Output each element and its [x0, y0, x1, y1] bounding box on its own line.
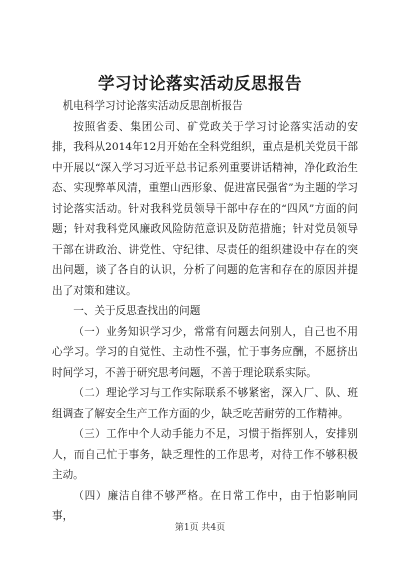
paragraph-intro: 按照省委、集团公司、矿党政关于学习讨论落实活动的安排，我科从2014年12月开始在全科党组织，重点是机关党员干部中开展以“深入学习习近平总书记系列重要讲话精神，净化政治生态、实现弊革风清，重塑山西形象、促进富民强省”为主题的学习讨论落实活动。针对我科党员领导干部中存在的“四风”方面的问题；针对我科党风廉政风险防范意识及防范措施；针对党员领导干部在讲政治、讲党性、守纪律、尽责任的组织建设中存在的突出问题，谈了各自的认识，分析了问题的危害和存在的原因并提出了对策和建议。	[52, 120, 358, 297]
page-title: 学习讨论落实活动反思报告	[98, 74, 302, 94]
paragraph-item-1: （一）业务知识学习少，常常有问题去问别人，自己也不用心学习。学习的自觉性、主动性不强，忙于事务应酬，不愿挤出时间学习，不善于研究思考问题，不善于理论联系实际。	[52, 325, 358, 379]
section-heading: 一、关于反思查找出的问题	[73, 305, 201, 317]
document-subtitle: 机电科学习讨论落实活动反思剖析报告	[62, 100, 243, 112]
page-number: 第1页 共4页	[174, 523, 226, 533]
paragraph-item-3: （三）工作中个人动手能力不足，习惯于指挥别人，安排别人，而自己忙于事务，缺乏理性的工作思考，对待工作不够积极主动。	[52, 428, 358, 481]
paragraph-item-2: （二）理论学习与工作实际联系不够紧密，深入厂、队、班组调查了解安全生产工作方面的少，缺乏吃苦耐劳的工作精神。	[52, 387, 358, 420]
document-body	[52, 96, 358, 527]
paragraph-item-4: （四）廉洁自律不够严格。在日常工作中，由于怕影响同事，	[52, 489, 358, 522]
